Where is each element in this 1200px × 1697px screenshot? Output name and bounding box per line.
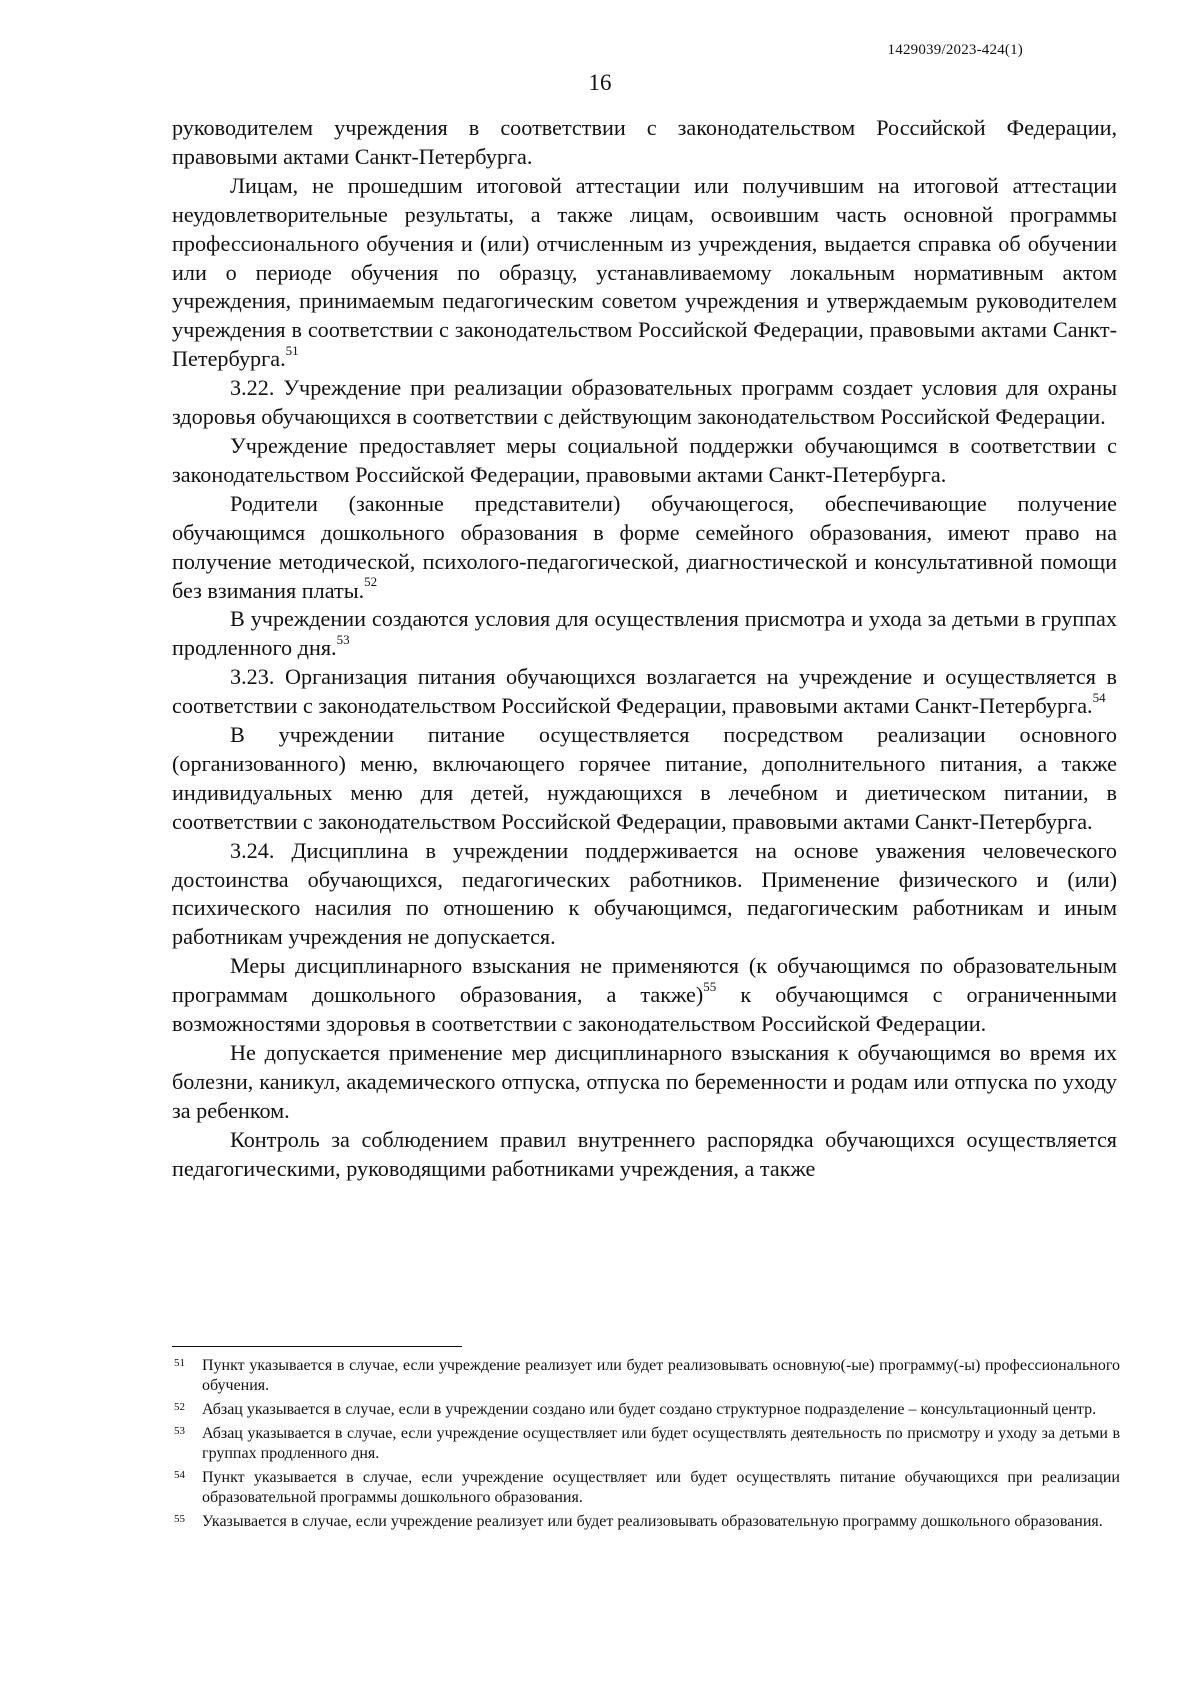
paragraph-text: Учреждение предоставляет меры социальной поддержки обучающимся в соответствии с законодательством Российской Федерации, правовыми актами Санкт-Петербурга. xyxy=(172,432,1117,487)
document-body xyxy=(172,114,1117,1184)
footnote-divider xyxy=(172,1346,462,1347)
footnote-text: Пункт указывается в случае, если учреждение реализует или будет реализовывать основную(-ые) программу(-ы) профессионального обучения. xyxy=(202,1357,1120,1394)
footnote-ref: 53 xyxy=(336,631,350,647)
footnote-item xyxy=(172,1468,1120,1508)
footnote-text: Указывается в случае, если учреждение реализует или будет реализовывать образовательную программу дошкольного образования. xyxy=(202,1513,1103,1530)
footnote-number: 51 xyxy=(174,1357,185,1369)
paragraph-text: 3.22. Учреждение при реализации образовательных программ создает условия для охраны здоровья обучающихся в соответствии с действующим законодательством Российской Федерации. xyxy=(172,375,1117,430)
paragraph-text: руководителем учреждения в соответствии с законодательством Российской Федерации, правовыми актами Санкт-Петербурга. xyxy=(172,115,1117,169)
paragraph xyxy=(172,172,1117,374)
paragraph-continuation xyxy=(172,114,1117,172)
footnote-text: Абзац указывается в случае, если учреждение осуществляет или будет осуществлять деятельность по присмотру и уходу за детьми в группах продленного дня. xyxy=(202,1425,1120,1462)
footnote-text: Абзац указывается в случае, если в учреждении создано или будет создано структурное подразделение – консультационный центр. xyxy=(202,1401,1097,1418)
paragraph xyxy=(172,432,1117,490)
paragraph xyxy=(172,837,1117,953)
paragraph-text: В учреждении питание осуществляется посредством реализации основного (организованного) меню, включающего горячее питание, дополнительного питания, а также индивидуальных меню для детей, нуждающихся в лечебном и диетическом питании, в соответствии с законодательством Российской Федерации, правовыми актами Санкт-Петербурга. xyxy=(172,722,1117,834)
paragraph-text: 3.23. Организация питания обучающихся возлагается на учреждение и осуществляется в соответствии с законодательством Российской Федерации, правовыми актами Санкт-Петербурга. xyxy=(172,664,1117,719)
paragraph xyxy=(172,952,1117,1039)
footnote-item xyxy=(172,1424,1120,1464)
footnote-ref: 52 xyxy=(364,574,378,590)
document-number: 1429039/2023-424(1) xyxy=(887,42,1023,58)
paragraph-text: Родители (законные представители) обучающегося, обеспечивающие получение обучающимся дошкольного образования в форме семейного образования, имеют право на получение методической, психолого-педагогической, диагностической и консультативной помощи без взимания платы. xyxy=(172,490,1117,603)
footnote-number: 54 xyxy=(174,1469,185,1481)
paragraph-text: Не допускается применение мер дисциплинарного взыскания к обучающимся во время их болезни, каникул, академического отпуска, отпуска по беременности и родам или отпуска по уходу за ребенком. xyxy=(172,1040,1117,1123)
paragraph-text: 3.24. Дисциплина в учреждении поддерживается на основе уважения человеческого достоинства обучающихся, педагогических работников. Применение физического и (или) психического насилия по отношению к обучающимся, педагогическим работникам и иным работникам учреждения не допускается. xyxy=(172,837,1117,950)
paragraph-text: Лицам, не прошедшим итоговой аттестации или получившим на итоговой аттестации неудовлетворительные результаты, а также лицам, освоившим часть основной программы профессионального обучения и (или) отчисленным из учреждения, выдается справка об обучении или о периоде обучения по образцу, устанавливаемому локальным нормативным актом учреждения, принимаемым педагогическим советом учреждения и утверждаемым руководителем учреждения в соответствии с законодательством Российской Федерации, правовыми актами Санкт-Петербурга. xyxy=(172,172,1117,372)
paragraph-text: Контроль за соблюдением правил внутреннего распорядка обучающихся осуществляется педагогическими, руководящими работниками учреждения, а также xyxy=(172,1126,1117,1181)
paragraph-text: Меры дисциплинарного взыскания не применяются (к обучающимся по образовательным программам дошкольного образования, а также) xyxy=(172,953,1117,1008)
footnote-item xyxy=(172,1356,1120,1396)
paragraph-text-tail: к обучающимся с ограниченными возможностями здоровья в соответствии с законодательством Российской Федерации. xyxy=(172,982,1117,1037)
footnote-number: 52 xyxy=(174,1401,185,1413)
paragraph-text: В учреждении создаются условия для осуществления присмотра и ухода за детьми в группах продленного дня. xyxy=(172,606,1117,661)
footnote-number: 55 xyxy=(174,1513,185,1525)
footnote-number: 53 xyxy=(174,1425,185,1437)
paragraph xyxy=(172,490,1117,606)
footnote-ref: 54 xyxy=(1092,689,1106,705)
footnote-ref: 55 xyxy=(703,978,717,994)
paragraph xyxy=(172,1126,1117,1184)
footnote-item xyxy=(172,1400,1120,1420)
paragraph xyxy=(172,1039,1117,1126)
footnote-item xyxy=(172,1512,1120,1532)
page-number: 16 xyxy=(588,70,612,95)
footnotes-section xyxy=(172,1356,1120,1536)
footnote-ref: 51 xyxy=(285,342,299,358)
paragraph xyxy=(172,663,1117,721)
footnote-text: Пункт указывается в случае, если учреждение осуществляет или будет осуществлять питание обучающихся при реализации образовательной программы дошкольного образования. xyxy=(202,1469,1120,1506)
paragraph xyxy=(172,374,1117,432)
paragraph xyxy=(172,721,1117,837)
paragraph xyxy=(172,605,1117,663)
